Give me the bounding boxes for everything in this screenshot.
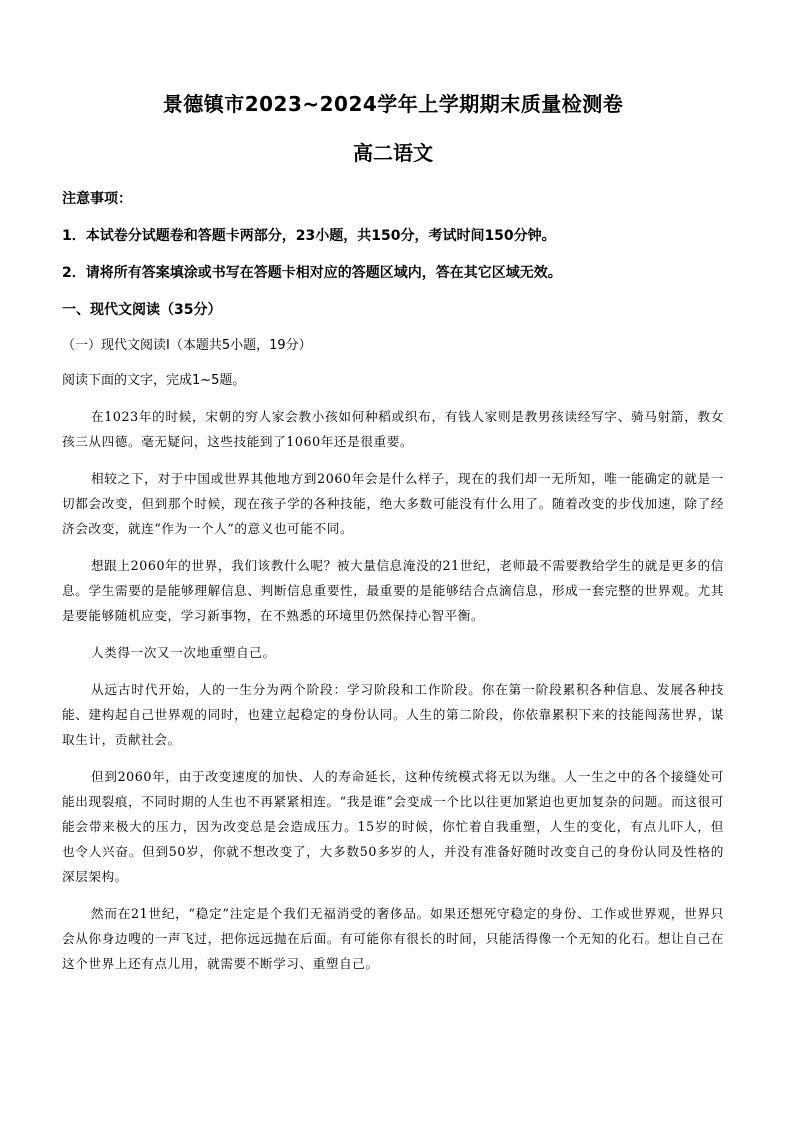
reading-passage xyxy=(62,404,724,976)
notes-heading: 注意事项： xyxy=(62,191,132,207)
passage-paragraph: 想跟上2060年的世界，我们该教什么呢？被大量信息淹没的21世纪，老师最不需要教给学生的就是更多的信息。学生需要的是能够理解信息、判断信息重要性，最重要的是能够结合点滴信息，形成一套完整的世界观。尤其是要能够随机应变，学习新事物，在不熟悉的环境里仍然保持心智平衡。 xyxy=(62,558,724,623)
passage-paragraph: 在1023年的时候，宋朝的穷人家会教小孩如何种稻或织布，有钱人家则是教男孩读经写字、骑马射箭，教女孩三从四德。毫无疑问，这些技能到了1060年还是很重要。 xyxy=(62,409,724,449)
note-item: 1．本试卷分试题卷和答题卡两部分，23小题，共150分，考试时间150分钟。 xyxy=(62,228,556,244)
subsection-heading: （一）现代文阅读Ⅰ（本题共5小题，19分） xyxy=(62,338,312,353)
passage-paragraph: 从远古时代开始，人的一生分为两个阶段：学习阶段和工作阶段。你在第一阶段累积各种信息、发展各种技能、建构起自己世界观的同时，也建立起稳定的身份认同。人生的第二阶段，你依靠累积下来的技能闯荡世界，谋取生计，贡献社会。 xyxy=(62,682,724,747)
passage-paragraph: 然而在21世纪，“稳定”注定是个我们无福消受的奢侈品。如果还想死守稳定的身份、工作或世界观，世界只会从你身边嗖的一声飞过，把你远远抛在后面。有可能你有很长的时间，只能活得像一个无知的化石。想让自己在这个世界上还有点儿用，就需要不断学习、重塑自己。 xyxy=(62,906,724,971)
passage-paragraph: 相较之下，对于中国或世界其他地方到2060年会是什么样子，现在的我们却一无所知，唯一能确定的就是一切都会改变，但到那个时候，现在孩子学的各种技能，绝大多数可能没有什么用了。随着改变的步伐加速，除了经济会改变，就连“作为一个人”的意义也可能不同。 xyxy=(62,471,724,536)
exam-title: 景德镇市2023~2024学年上学期期末质量检测卷 xyxy=(162,92,624,116)
passage-paragraph: 人类得一次又一次地重塑自己。 xyxy=(90,645,276,660)
passage-paragraph: 但到2060年，由于改变速度的加快、人的寿命延长，这种传统模式将无以为继。人一生之中的各个接缝处可能出现裂痕，不同时期的人生也不再紧紧相连。“我是谁”会变成一个比以往更加紧迫也更加复杂的问题。而这很可能会带来极大的压力，因为改变总是会造成压力。15岁的时候，你忙着自我重塑，人生的变化，有点儿吓人，但也令人兴奋。但到50岁，你就不想改变了，大多数50多岁的人，并没有准备好随时改变自己的身份认同及性格的深层架构。 xyxy=(62,769,724,884)
subject-title: 高二语文 xyxy=(353,141,433,165)
reading-instruction: 阅读下面的文字，完成1~5题。 xyxy=(62,373,246,388)
note-item: 2．请将所有答案填涂或书写在答题卡相对应的答题区域内，答在其它区域无效。 xyxy=(62,265,562,281)
section-heading: 一、现代文阅读（35分） xyxy=(62,302,222,318)
